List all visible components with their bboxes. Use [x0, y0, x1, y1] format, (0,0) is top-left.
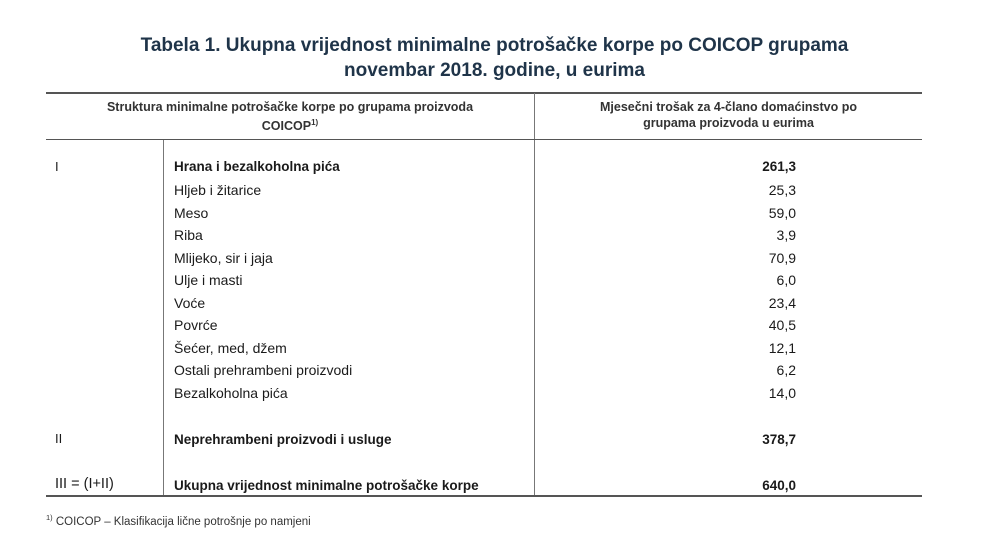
footnote-marker: 1): [46, 513, 53, 522]
row-value: 640,0: [762, 478, 796, 493]
header-bottom-rule: [46, 139, 922, 140]
header-right: [535, 99, 922, 131]
row-label: Ostali prehrambeni proizvodi: [174, 362, 353, 378]
row-label: Neprehrambeni proizvodi i usluge: [174, 432, 392, 447]
label-column-divider: [163, 140, 164, 495]
row-roman: I: [55, 159, 59, 174]
value-column-divider: [534, 140, 535, 495]
row-label: Hljeb i žitarice: [174, 182, 262, 198]
header-right-line-1: Mjesečni trošak za 4-člano domaćinstvo po: [599, 100, 858, 114]
footnote: [46, 513, 311, 528]
row-label: Bezalkoholna pića: [174, 385, 288, 401]
row-value: 3,9: [776, 227, 796, 243]
row-label: Ukupna vrijednost minimalne potrošačke korpe: [174, 478, 479, 493]
row-label: Riba: [174, 227, 203, 243]
row-label: Šećer, med, džem: [174, 340, 287, 356]
row-label: Meso: [174, 205, 209, 221]
row-value: 70,9: [768, 250, 796, 266]
row-value: 261,3: [762, 159, 796, 174]
header-left-line-2: [46, 115, 534, 134]
header-left: [46, 99, 534, 134]
header-left-line-1: Struktura minimalne potrošačke korpe po grupama proizvoda: [106, 100, 474, 114]
table-top-rule: [46, 92, 922, 94]
row-value: 40,5: [768, 317, 796, 333]
header-left-coicop: COICOP: [261, 119, 312, 134]
row-value: 14,0: [768, 385, 796, 401]
row-roman: II: [55, 431, 63, 446]
row-value: 6,2: [776, 362, 796, 378]
row-value: 6,0: [776, 272, 796, 288]
row-value: 59,0: [768, 205, 796, 221]
row-value: 23,4: [768, 295, 796, 311]
row-value: 25,3: [768, 182, 796, 198]
footnote-text: COICOP – Klasifikacija lične potrošnje po namjeni: [52, 515, 311, 528]
table-bottom-rule: [46, 495, 922, 497]
row-label: Voće: [174, 295, 206, 311]
row-label: Mlijeko, sir i jaja: [174, 250, 273, 266]
title-line-1: Tabela 1. Ukupna vrijednost minimalne potrošačke korpe po COICOP grupama: [140, 35, 849, 56]
header-right-line-2: grupama proizvoda u eurima: [643, 116, 814, 130]
row-label: Povrće: [174, 317, 218, 333]
row-label: Ulje i masti: [174, 272, 243, 288]
row-value: 12,1: [768, 340, 796, 356]
row-roman: III = (I+II): [55, 476, 114, 492]
row-value: 378,7: [762, 432, 796, 447]
header-left-sup: 1): [311, 118, 319, 127]
row-label: Hrana i bezalkoholna pića: [174, 159, 340, 174]
title-line-2: novembar 2018. godine, u eurima: [344, 60, 645, 81]
